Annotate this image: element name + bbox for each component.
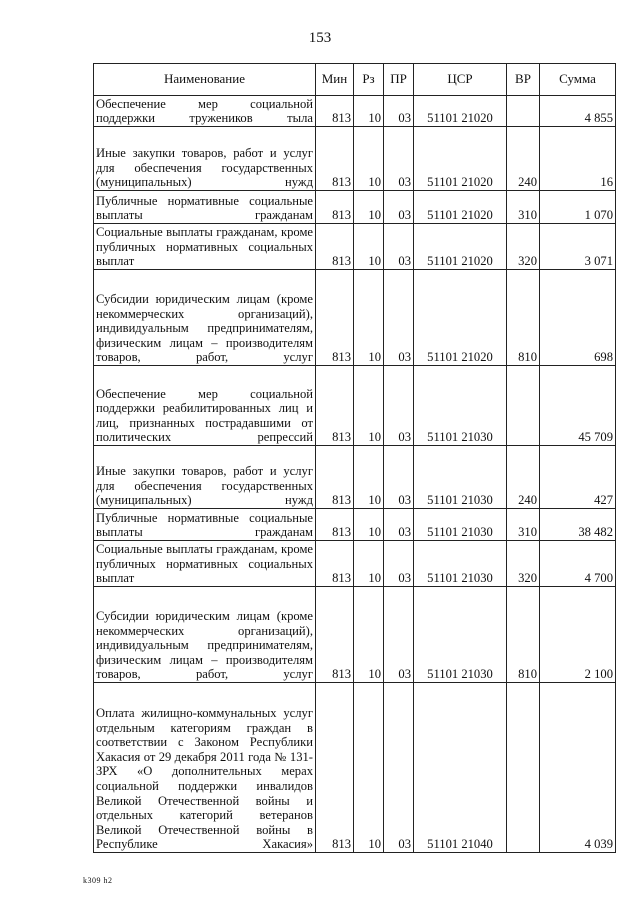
row-pr: 03: [384, 224, 414, 270]
row-min: 813: [316, 224, 354, 270]
row-sum: 4 855: [540, 96, 616, 127]
row-rz: 10: [354, 191, 384, 224]
row-vr: [507, 366, 540, 446]
row-min: 813: [316, 446, 354, 509]
row-sum: 698: [540, 270, 616, 366]
row-pr: 03: [384, 366, 414, 446]
row-name: Публичные нормативные социальные выплаты гражданам: [94, 509, 316, 541]
row-sum: 38 482: [540, 509, 616, 541]
row-vr: 240: [507, 446, 540, 509]
row-rz: 10: [354, 96, 384, 127]
row-name: Субсидии юридическим лицам (кроме некоммерческих организаций), индивидуальным предпринимателям, физическим лицам – производителям товаров, работ, услуг: [94, 270, 316, 366]
header-pr: ПР: [384, 64, 414, 96]
row-sum: 16: [540, 127, 616, 191]
row-min: 813: [316, 191, 354, 224]
row-min: 813: [316, 366, 354, 446]
row-sum: 4 700: [540, 541, 616, 587]
header-csr: ЦСР: [414, 64, 507, 96]
footer-code: k309 h2: [83, 876, 113, 885]
table-row: [94, 96, 616, 127]
row-min: 813: [316, 541, 354, 587]
row-vr: 320: [507, 224, 540, 270]
row-csr: 51101 21020: [414, 224, 507, 270]
row-rz: 10: [354, 587, 384, 683]
row-sum: 427: [540, 446, 616, 509]
table-row: [94, 446, 616, 509]
row-vr: 310: [507, 509, 540, 541]
header-vr: ВР: [507, 64, 540, 96]
row-csr: 51101 21020: [414, 191, 507, 224]
row-vr: 310: [507, 191, 540, 224]
table-row: [94, 509, 616, 541]
budget-table: [93, 63, 616, 853]
row-sum: 45 709: [540, 366, 616, 446]
table-row: [94, 191, 616, 224]
row-min: 813: [316, 587, 354, 683]
row-vr: [507, 683, 540, 853]
row-csr: 51101 21020: [414, 96, 507, 127]
row-name: Социальные выплаты гражданам, кроме публичных нормативных социальных выплат: [94, 541, 316, 587]
row-rz: 10: [354, 541, 384, 587]
header-rz: Рз: [354, 64, 384, 96]
row-rz: 10: [354, 127, 384, 191]
table-row: [94, 683, 616, 853]
row-pr: 03: [384, 446, 414, 509]
header-sum: Сумма: [540, 64, 616, 96]
row-csr: 51101 21030: [414, 541, 507, 587]
header-name: Наименование: [94, 64, 316, 96]
row-name: Обеспечение мер социальной поддержки тружеников тыла: [94, 96, 316, 127]
row-csr: 51101 21030: [414, 366, 507, 446]
row-min: 813: [316, 683, 354, 853]
row-rz: 10: [354, 224, 384, 270]
row-pr: 03: [384, 541, 414, 587]
row-csr: 51101 21030: [414, 587, 507, 683]
table-row: [94, 587, 616, 683]
row-vr: 810: [507, 587, 540, 683]
row-name: Публичные нормативные социальные выплаты гражданам: [94, 191, 316, 224]
row-rz: 10: [354, 366, 384, 446]
row-pr: 03: [384, 270, 414, 366]
row-min: 813: [316, 96, 354, 127]
row-pr: 03: [384, 191, 414, 224]
row-sum: 1 070: [540, 191, 616, 224]
row-pr: 03: [384, 509, 414, 541]
row-pr: 03: [384, 127, 414, 191]
row-rz: 10: [354, 683, 384, 853]
row-vr: [507, 96, 540, 127]
row-csr: 51101 21020: [414, 127, 507, 191]
table-header-row: [94, 64, 616, 96]
table-row: [94, 270, 616, 366]
page-number: 153: [308, 30, 332, 46]
table-row: [94, 541, 616, 587]
row-rz: 10: [354, 509, 384, 541]
row-name: Субсидии юридическим лицам (кроме некоммерческих организаций), индивидуальным предпринимателям, физическим лицам – производителям товаров, работ, услуг: [94, 587, 316, 683]
row-name: Иные закупки товаров, работ и услуг для обеспечения государственных (муниципальных) нужд: [94, 446, 316, 509]
row-min: 813: [316, 509, 354, 541]
row-csr: 51101 21030: [414, 509, 507, 541]
row-sum: 4 039: [540, 683, 616, 853]
row-csr: 51101 21020: [414, 270, 507, 366]
table-row: [94, 127, 616, 191]
row-vr: 320: [507, 541, 540, 587]
row-min: 813: [316, 127, 354, 191]
header-min: Мин: [316, 64, 354, 96]
row-name: Обеспечение мер социальной поддержки реабилитированных лиц и лиц, признанных пострадавшими от политических репрессий: [94, 366, 316, 446]
row-name: Иные закупки товаров, работ и услуг для обеспечения государственных (муниципальных) нужд: [94, 127, 316, 191]
row-rz: 10: [354, 270, 384, 366]
row-vr: 810: [507, 270, 540, 366]
row-pr: 03: [384, 96, 414, 127]
row-pr: 03: [384, 683, 414, 853]
row-csr: 51101 21030: [414, 446, 507, 509]
row-min: 813: [316, 270, 354, 366]
row-name: Оплата жилищно-коммунальных услуг отдельным категориям граждан в соответствии с Законом Республики Хакасия от 29 декабря 2011 года № 131-ЗРХ «О дополнительных мерах социальной поддержки инвалидов Великой Отечественной войны и отдельных категорий ветеранов Великой Отечественной войны в Республике Хакасия»: [94, 683, 316, 853]
row-name: Социальные выплаты гражданам, кроме публичных нормативных социальных выплат: [94, 224, 316, 270]
table-row: [94, 366, 616, 446]
row-pr: 03: [384, 587, 414, 683]
row-sum: 3 071: [540, 224, 616, 270]
row-vr: 240: [507, 127, 540, 191]
table-row: [94, 224, 616, 270]
row-rz: 10: [354, 446, 384, 509]
row-csr: 51101 21040: [414, 683, 507, 853]
row-sum: 2 100: [540, 587, 616, 683]
